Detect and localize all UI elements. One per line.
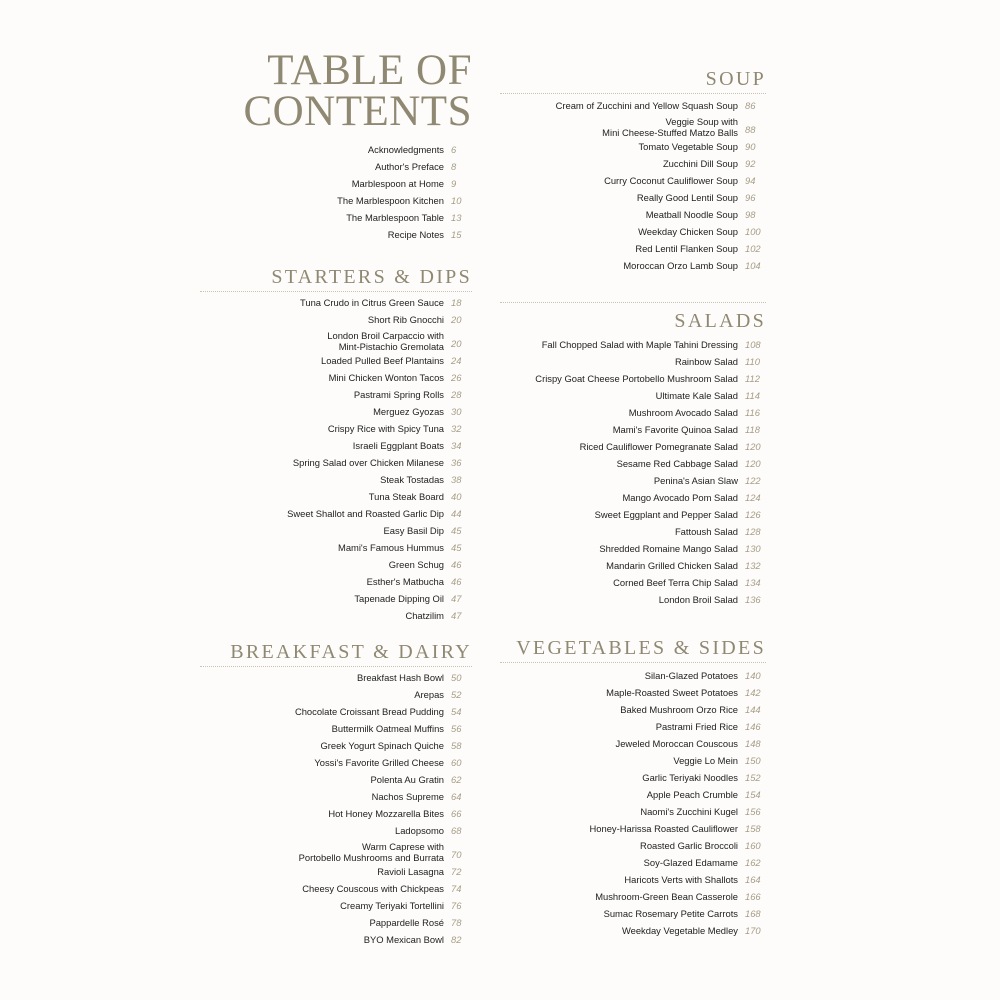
entry-title: Sweet Eggplant and Pepper Salad <box>594 509 738 520</box>
section-divider <box>500 662 766 663</box>
entry-title: Really Good Lentil Soup <box>636 192 738 203</box>
entry-page-number: 46 <box>451 559 462 570</box>
toc-entry <box>200 192 472 209</box>
entry-page-number: 86 <box>745 100 756 111</box>
entry-page-number: 134 <box>745 577 761 588</box>
toc-entry <box>500 591 766 608</box>
entry-title: Spring Salad over Chicken Milanese <box>292 457 444 468</box>
toc-entry <box>500 574 766 591</box>
toc-entry <box>500 438 766 455</box>
entry-title: Baked Mushroom Orzo Rice <box>620 704 738 715</box>
entry-title: Mango Avocado Pom Salad <box>622 492 738 503</box>
entry-title: Pappardelle Rosé <box>369 917 444 928</box>
toc-entry <box>500 155 766 172</box>
entry-page-number: 54 <box>451 706 462 717</box>
section-divider <box>200 666 472 667</box>
entry-page-number: 160 <box>745 840 761 851</box>
entry-title: Steak Tostadas <box>380 474 444 485</box>
toc-entry <box>500 905 766 922</box>
entry-page-number: 96 <box>745 192 756 203</box>
entry-title: Nachos Supreme <box>371 791 444 802</box>
salads-list <box>500 336 766 608</box>
toc-entry <box>500 786 766 803</box>
toc-entry <box>200 788 472 805</box>
toc-entry <box>200 471 472 488</box>
entry-page-number: 120 <box>745 441 761 452</box>
toc-entry <box>500 257 766 274</box>
toc-entry <box>500 97 766 114</box>
toc-entry <box>200 226 472 243</box>
entry-title: Maple-Roasted Sweet Potatoes <box>606 687 738 698</box>
entry-page-number: 32 <box>451 423 462 434</box>
entry-title: Loaded Pulled Beef Plantains <box>320 355 444 366</box>
entry-page-number: 13 <box>451 212 462 223</box>
toc-entry <box>200 805 472 822</box>
toc-entry <box>200 839 472 863</box>
toc-entry <box>200 294 472 311</box>
toc-entry <box>200 686 472 703</box>
entry-page-number: 168 <box>745 908 761 919</box>
entry-title: Pastrami Spring Rolls <box>353 389 444 400</box>
toc-entry <box>500 684 766 701</box>
entry-title: Polenta Au Gratin <box>370 774 444 785</box>
toc-entry <box>200 386 472 403</box>
entry-title: Haricots Verts with Shallots <box>624 874 738 885</box>
entry-page-number: 45 <box>451 542 462 553</box>
entry-title: Mini Chicken Wonton Tacos <box>328 372 444 383</box>
toc-entry <box>200 403 472 420</box>
toc-entry <box>500 701 766 718</box>
toc-entry <box>500 769 766 786</box>
title-line-1: TABLE OF <box>267 47 472 94</box>
entry-title: Roasted Garlic Broccoli <box>640 840 738 851</box>
entry-title: Naomi's Zucchini Kugel <box>640 806 738 817</box>
section-divider <box>200 291 472 292</box>
entry-page-number: 20 <box>451 314 462 325</box>
entry-title: Tapenade Dipping Oil <box>354 593 444 604</box>
entry-title: Cream of Zucchini and Yellow Squash Soup <box>555 100 738 111</box>
entry-page-number: 126 <box>745 509 761 520</box>
entry-page-number: 47 <box>451 610 462 621</box>
entry-title: Zucchini Dill Soup <box>662 158 738 169</box>
entry-page-number: 58 <box>451 740 462 751</box>
entry-page-number: 90 <box>745 141 756 152</box>
entry-page-number: 70 <box>451 849 462 860</box>
toc-entry <box>500 735 766 752</box>
entry-page-number: 82 <box>451 934 462 945</box>
toc-entry <box>500 138 766 155</box>
entry-title: Sweet Shallot and Roasted Garlic Dip <box>287 508 444 519</box>
entry-title: Mami's Famous Hummus <box>338 542 444 553</box>
entry-title: Curry Coconut Cauliflower Soup <box>604 175 738 186</box>
front-matter-list <box>200 141 472 243</box>
entry-title <box>299 841 444 863</box>
entry-title: Veggie Lo Mein <box>673 755 738 766</box>
toc-entry <box>200 420 472 437</box>
toc-entry <box>500 557 766 574</box>
entry-page-number: 122 <box>745 475 761 486</box>
toc-entry <box>200 454 472 471</box>
toc-entry <box>200 771 472 788</box>
breakfast-list <box>200 669 472 948</box>
entry-page-number: 92 <box>745 158 756 169</box>
toc-entry <box>200 488 472 505</box>
entry-title: Greek Yogurt Spinach Quiche <box>320 740 444 751</box>
toc-entry <box>500 871 766 888</box>
entry-page-number: 170 <box>745 925 761 936</box>
entry-page-number: 116 <box>745 407 760 418</box>
toc-entry <box>200 669 472 686</box>
soup-list <box>500 97 766 274</box>
entry-page-number: 146 <box>745 721 761 732</box>
entry-title-line-2: Portobello Mushrooms and Burrata <box>298 852 444 863</box>
entry-title: Green Schug <box>388 559 444 570</box>
toc-entry <box>500 421 766 438</box>
toc-entry <box>200 328 472 352</box>
toc-entry <box>200 931 472 948</box>
entry-title: Weekday Vegetable Medley <box>621 925 738 936</box>
entry-page-number: 98 <box>745 209 756 220</box>
entry-page-number: 6 <box>451 144 457 155</box>
entry-title-line-1: Warm Caprese with <box>362 841 444 852</box>
entry-title: Acknowledgments <box>367 144 444 155</box>
entry-title: Buttermilk Oatmeal Muffins <box>331 723 444 734</box>
toc-entry <box>200 505 472 522</box>
entry-page-number: 152 <box>745 772 761 783</box>
entry-title: Mami's Favorite Quinoa Salad <box>612 424 738 435</box>
entry-title: Fattoush Salad <box>674 526 738 537</box>
entry-page-number: 46 <box>451 576 462 587</box>
entry-page-number: 166 <box>745 891 761 902</box>
toc-entry <box>500 387 766 404</box>
entry-title: Crispy Goat Cheese Portobello Mushroom Salad <box>535 373 738 384</box>
entry-title: Riced Cauliflower Pomegranate Salad <box>579 441 738 452</box>
entry-page-number: 34 <box>451 440 462 451</box>
entry-title: BYO Mexican Bowl <box>363 934 444 945</box>
entry-page-number: 148 <box>745 738 761 749</box>
toc-entry <box>500 667 766 684</box>
section-heading-vegetables: VEGETABLES & SIDES <box>516 637 766 659</box>
entry-title: Pastrami Fried Rice <box>655 721 738 732</box>
entry-title: Soy-Glazed Edamame <box>643 857 738 868</box>
entry-title: Esther's Matbucha <box>366 576 444 587</box>
entry-title-line-1: Veggie Soup with <box>665 116 738 127</box>
entry-title: Arepas <box>414 689 444 700</box>
entry-page-number: 47 <box>451 593 462 604</box>
entry-page-number: 44 <box>451 508 462 519</box>
toc-entry <box>200 522 472 539</box>
section-heading-soup: SOUP <box>705 68 766 90</box>
entry-page-number: 140 <box>745 670 761 681</box>
entry-page-number: 52 <box>451 689 462 700</box>
toc-entry <box>200 437 472 454</box>
entry-title: Weekday Chicken Soup <box>638 226 738 237</box>
entry-title <box>602 116 738 138</box>
section-heading-salads: SALADS <box>674 310 766 332</box>
entry-title: Silan-Glazed Potatoes <box>644 670 738 681</box>
entry-title: The Marblespoon Table <box>346 212 444 223</box>
entry-title: Ultimate Kale Salad <box>655 390 738 401</box>
entry-page-number: 56 <box>451 723 462 734</box>
entry-page-number: 20 <box>451 338 462 349</box>
toc-entry <box>500 523 766 540</box>
entry-page-number: 66 <box>451 808 462 819</box>
toc-entry <box>200 311 472 328</box>
entry-title: Shredded Romaine Mango Salad <box>599 543 738 554</box>
section-heading-starters: STARTERS & DIPS <box>271 266 472 288</box>
toc-entry <box>500 223 766 240</box>
entry-title: Cheesy Couscous with Chickpeas <box>302 883 444 894</box>
entry-page-number: 110 <box>745 356 760 367</box>
entry-page-number: 158 <box>745 823 761 834</box>
toc-entry <box>200 209 472 226</box>
toc-entry <box>200 369 472 386</box>
entry-page-number: 76 <box>451 900 462 911</box>
entry-title: Mandarin Grilled Chicken Salad <box>606 560 738 571</box>
toc-entry <box>500 803 766 820</box>
entry-title: Creamy Teriyaki Tortellini <box>340 900 444 911</box>
toc-entry <box>200 556 472 573</box>
entry-title: Ladopsomo <box>395 825 444 836</box>
entry-title: Sesame Red Cabbage Salad <box>616 458 738 469</box>
toc-entry <box>500 506 766 523</box>
entry-title: Israeli Eggplant Boats <box>352 440 444 451</box>
entry-title <box>327 330 444 352</box>
section-heading-breakfast: BREAKFAST & DAIRY <box>230 641 472 663</box>
entry-title: Penina's Asian Slaw <box>653 475 738 486</box>
entry-title-line-2: Mini Cheese-Stuffed Matzo Balls <box>602 127 738 138</box>
entry-page-number: 120 <box>745 458 761 469</box>
vegetables-list <box>500 667 766 939</box>
entry-page-number: 26 <box>451 372 462 383</box>
toc-entry <box>200 539 472 556</box>
entry-title: Meatball Noodle Soup <box>645 209 738 220</box>
entry-page-number: 8 <box>451 161 457 172</box>
entry-title: Tuna Crudo in Citrus Green Sauce <box>300 297 444 308</box>
entry-title: Breakfast Hash Bowl <box>356 672 444 683</box>
entry-title: Moroccan Orzo Lamb Soup <box>623 260 738 271</box>
entry-title: Garlic Teriyaki Noodles <box>642 772 738 783</box>
entry-page-number: 156 <box>745 806 761 817</box>
entry-page-number: 164 <box>745 874 761 885</box>
toc-entry <box>500 489 766 506</box>
entry-title: Honey-Harissa Roasted Cauliflower <box>589 823 738 834</box>
entry-page-number: 64 <box>451 791 462 802</box>
toc-entry <box>500 336 766 353</box>
entry-title: Marblespoon at Home <box>351 178 444 189</box>
entry-page-number: 154 <box>745 789 761 800</box>
entry-page-number: 114 <box>745 390 760 401</box>
starters-list <box>200 294 472 624</box>
toc-entry <box>500 206 766 223</box>
entry-page-number: 62 <box>451 774 462 785</box>
entry-page-number: 72 <box>451 866 462 877</box>
entry-title: Ravioli Lasagna <box>377 866 444 877</box>
entry-title: Mushroom Avocado Salad <box>628 407 738 418</box>
section-divider <box>500 93 766 94</box>
toc-entry <box>500 922 766 939</box>
entry-page-number: 142 <box>745 687 761 698</box>
entry-page-number: 124 <box>745 492 761 503</box>
entry-page-number: 78 <box>451 917 462 928</box>
entry-page-number: 24 <box>451 355 462 366</box>
entry-page-number: 144 <box>745 704 761 715</box>
entry-page-number: 18 <box>451 297 462 308</box>
toc-entry <box>500 189 766 206</box>
toc-entry <box>200 737 472 754</box>
toc-entry <box>500 455 766 472</box>
title-line-2: CONTENTS <box>243 88 472 135</box>
toc-entry <box>200 703 472 720</box>
toc-entry <box>200 158 472 175</box>
entry-page-number: 112 <box>745 373 760 384</box>
entry-title: Short Rib Gnocchi <box>367 314 444 325</box>
entry-title: Rainbow Salad <box>674 356 738 367</box>
toc-entry <box>200 880 472 897</box>
toc-entry <box>500 114 766 138</box>
entry-page-number: 118 <box>745 424 760 435</box>
entry-title: Jeweled Moroccan Couscous <box>615 738 738 749</box>
entry-page-number: 130 <box>745 543 761 554</box>
entry-title: Recipe Notes <box>387 229 444 240</box>
toc-entry <box>200 720 472 737</box>
entry-title: London Broil Salad <box>658 594 738 605</box>
entry-page-number: 132 <box>745 560 761 571</box>
entry-title: Mushroom-Green Bean Casserole <box>595 891 738 902</box>
entry-title-line-2: Mint-Pistachio Gremolata <box>338 341 444 352</box>
entry-page-number: 28 <box>451 389 462 400</box>
entry-page-number: 36 <box>451 457 462 468</box>
entry-page-number: 9 <box>451 178 457 189</box>
toc-entry <box>200 141 472 158</box>
toc-entry <box>200 863 472 880</box>
entry-page-number: 10 <box>451 195 462 206</box>
toc-entry <box>200 754 472 771</box>
entry-page-number: 100 <box>745 226 761 237</box>
toc-entry <box>500 837 766 854</box>
entry-title: Chatzilim <box>405 610 444 621</box>
toc-entry <box>500 172 766 189</box>
entry-title: Red Lentil Flanken Soup <box>635 243 738 254</box>
entry-page-number: 45 <box>451 525 462 536</box>
entry-page-number: 88 <box>745 124 756 135</box>
entry-title: Corned Beef Terra Chip Salad <box>613 577 738 588</box>
entry-title: Tuna Steak Board <box>368 491 444 502</box>
toc-entry <box>200 352 472 369</box>
entry-page-number: 15 <box>451 229 462 240</box>
entry-page-number: 68 <box>451 825 462 836</box>
entry-title: Hot Honey Mozzarella Bites <box>328 808 444 819</box>
entry-title: Crispy Rice with Spicy Tuna <box>327 423 444 434</box>
entry-page-number: 108 <box>745 339 761 350</box>
entry-page-number: 128 <box>745 526 761 537</box>
toc-entry <box>200 914 472 931</box>
entry-title: Easy Basil Dip <box>383 525 444 536</box>
entry-title: The Marblespoon Kitchen <box>337 195 444 206</box>
entry-title: Chocolate Croissant Bread Pudding <box>294 706 444 717</box>
entry-page-number: 162 <box>745 857 761 868</box>
toc-entry <box>200 897 472 914</box>
section-divider <box>500 302 766 303</box>
entry-page-number: 38 <box>451 474 462 485</box>
entry-page-number: 150 <box>745 755 761 766</box>
toc-entry <box>200 175 472 192</box>
entry-page-number: 50 <box>451 672 462 683</box>
toc-entry <box>500 404 766 421</box>
entry-title: Author's Preface <box>374 161 444 172</box>
toc-entry <box>500 353 766 370</box>
entry-page-number: 136 <box>745 594 761 605</box>
entry-title: Apple Peach Crumble <box>646 789 738 800</box>
page-title <box>243 47 472 135</box>
toc-entry <box>200 573 472 590</box>
entry-title: Yossi's Favorite Grilled Cheese <box>314 757 444 768</box>
entry-page-number: 40 <box>451 491 462 502</box>
toc-entry <box>500 888 766 905</box>
toc-entry <box>500 472 766 489</box>
entry-page-number: 74 <box>451 883 462 894</box>
toc-entry <box>500 240 766 257</box>
entry-page-number: 94 <box>745 175 756 186</box>
toc-entry <box>500 370 766 387</box>
entry-page-number: 30 <box>451 406 462 417</box>
entry-title: Sumac Rosemary Petite Carrots <box>603 908 738 919</box>
entry-title: Merguez Gyozas <box>373 406 444 417</box>
toc-entry <box>200 590 472 607</box>
toc-entry <box>500 752 766 769</box>
entry-page-number: 60 <box>451 757 462 768</box>
entry-title: Fall Chopped Salad with Maple Tahini Dressing <box>541 339 738 350</box>
toc-entry <box>500 854 766 871</box>
entry-page-number: 102 <box>745 243 761 254</box>
entry-title-line-1: London Broil Carpaccio with <box>327 330 444 341</box>
toc-entry <box>500 718 766 735</box>
toc-entry <box>500 540 766 557</box>
toc-entry <box>200 607 472 624</box>
toc-entry <box>500 820 766 837</box>
entry-page-number: 104 <box>745 260 761 271</box>
toc-entry <box>200 822 472 839</box>
entry-title: Tomato Vegetable Soup <box>638 141 738 152</box>
